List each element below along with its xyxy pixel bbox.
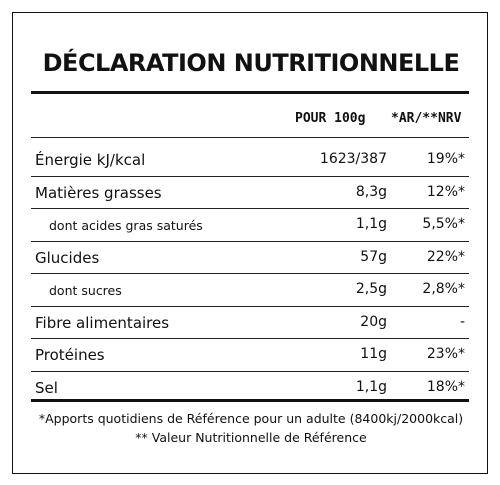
row-value-ar: 5,5%* — [422, 216, 465, 232]
row-label: Glucides — [35, 248, 100, 267]
table-row — [31, 178, 469, 208]
row-divider — [31, 338, 469, 339]
row-label: Matières grasses — [35, 183, 162, 202]
row-divider — [31, 273, 469, 274]
table-row — [31, 210, 469, 240]
row-value-per100: 11g — [360, 346, 387, 362]
column-header-ar-nrv: *AR/**NRV — [391, 111, 462, 126]
row-value-per100: 1,1g — [355, 216, 387, 232]
nutrition-panel — [12, 12, 488, 474]
row-value-per100: 1,1g — [355, 378, 387, 395]
row-value-ar: 23%* — [426, 346, 465, 362]
row-value-ar: - — [459, 313, 465, 330]
row-divider — [31, 371, 469, 372]
table-bottom-divider — [31, 399, 469, 402]
row-label: Fibre alimentaires — [35, 313, 170, 332]
table-row — [31, 308, 469, 338]
row-value-per100: 20g — [360, 313, 387, 330]
title-divider — [31, 91, 469, 94]
header-divider — [31, 137, 469, 138]
panel-title: DÉCLARATION NUTRITIONNELLE — [42, 49, 460, 77]
footnote-nrv: ** Valeur Nutritionnelle de Référence — [135, 430, 367, 445]
row-value-per100: 57g — [360, 248, 387, 265]
table-row — [31, 243, 469, 273]
row-value-ar: 12%* — [426, 183, 465, 200]
row-label: Protéines — [35, 346, 105, 364]
row-label: Sel — [35, 378, 58, 397]
table-row — [31, 373, 469, 403]
table-row — [31, 145, 469, 175]
row-value-ar: 2,8%* — [422, 281, 465, 297]
table-row — [31, 340, 469, 370]
row-label: dont acides gras saturés — [49, 218, 203, 233]
table-row — [31, 275, 469, 305]
row-label: dont sucres — [49, 283, 122, 298]
row-value-per100: 2,5g — [355, 281, 387, 297]
row-divider — [31, 241, 469, 242]
row-value-per100: 1623/387 — [319, 151, 387, 167]
row-value-ar: 18%* — [426, 378, 465, 395]
footnote-ar: *Apports quotidiens de Référence pour un adulte (8400kj/2000kcal) — [38, 411, 464, 426]
row-value-per100: 8,3g — [355, 183, 387, 200]
row-value-ar: 19%* — [426, 151, 465, 167]
column-header-per100: POUR 100g — [295, 111, 366, 126]
row-label: Énergie kJ/kcal — [35, 151, 146, 169]
row-divider — [31, 176, 469, 177]
row-divider — [31, 208, 469, 209]
row-value-ar: 22%* — [426, 248, 465, 265]
row-divider — [31, 306, 469, 307]
